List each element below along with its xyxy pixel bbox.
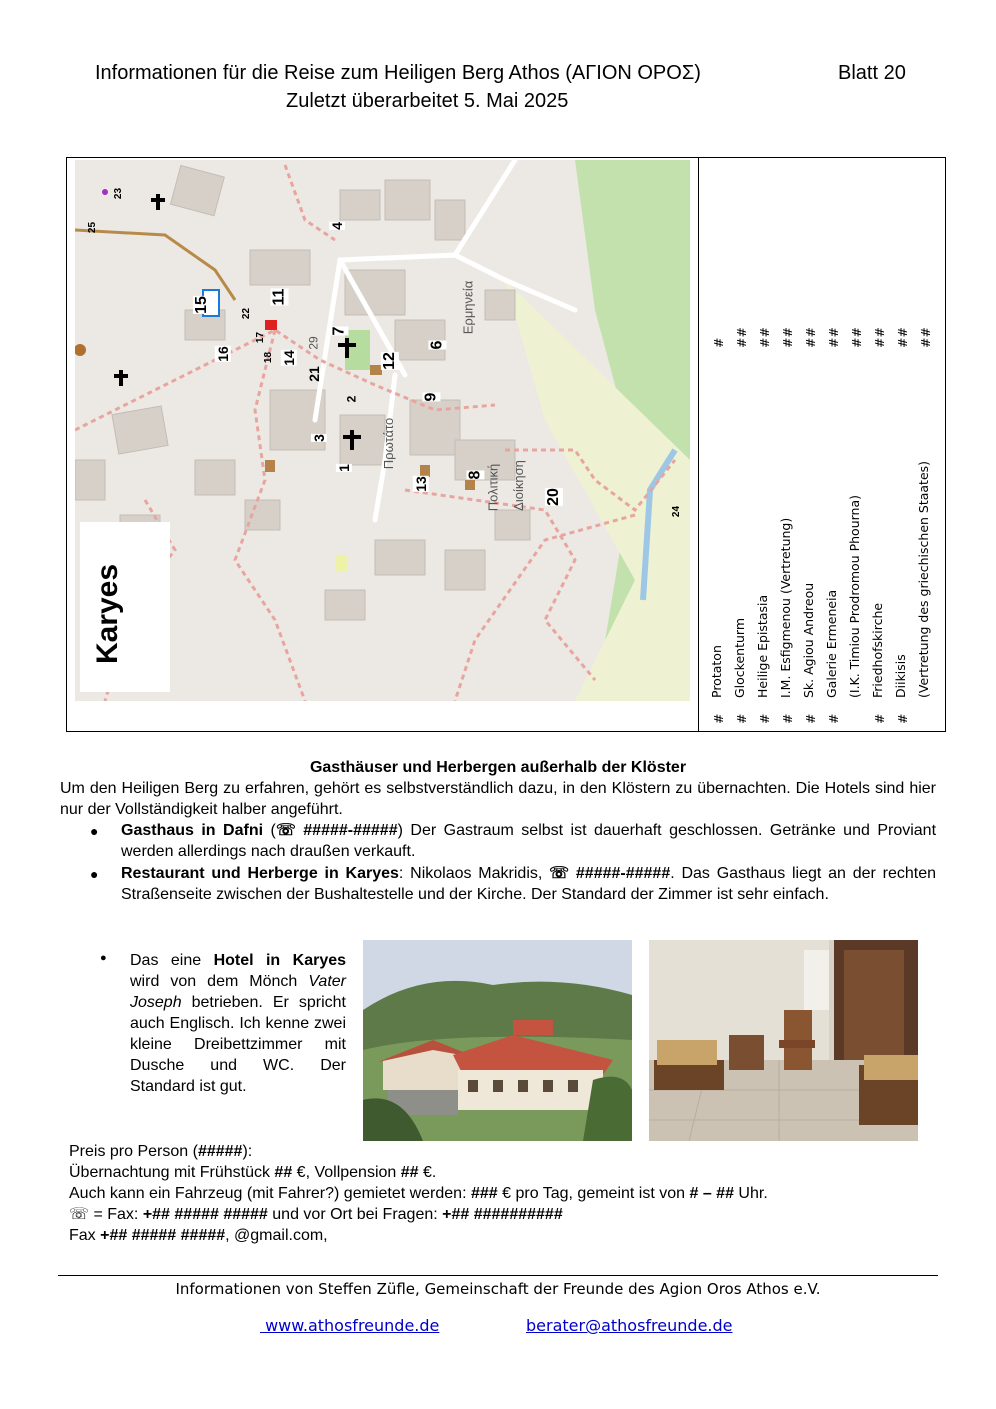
legend-number: # xyxy=(872,713,887,724)
item-text: ( xyxy=(263,822,276,839)
item-text: . Das Gasthaus liegt an der rechten Straßenseite zwischen der Bushaltestelle und der Kirche. Der Standard der Zimmer ist sehr einfach. xyxy=(121,865,937,903)
list-item xyxy=(121,863,936,905)
legend-number: ## xyxy=(895,327,910,348)
hotel-exterior-photo xyxy=(363,940,632,1141)
price-value: ##### xyxy=(197,1143,243,1160)
document-title: Informationen für die Reise zum Heiligen Berg Athos (ΑΓΙΟΝ ΟΡΟΣ) xyxy=(95,62,701,84)
legend-number: ## xyxy=(849,327,864,348)
item-text: : Nikolaos Makridis, xyxy=(398,865,550,882)
legend-entry xyxy=(778,158,802,731)
price-value: ### xyxy=(470,1185,498,1202)
monk-name: Vater Joseph xyxy=(130,973,346,1011)
legend-entry xyxy=(916,158,940,731)
price-line-2 xyxy=(69,1162,436,1183)
price-text: ): xyxy=(242,1143,253,1160)
price-value: ## xyxy=(400,1164,419,1181)
legend-number: ## xyxy=(918,327,933,348)
list-item xyxy=(121,820,936,862)
item-title: Gasthaus in Dafni xyxy=(121,822,264,839)
legend-entry xyxy=(847,158,871,731)
legend-label: I.M. Esfigmenou (Vertretung) xyxy=(778,517,793,698)
price-value: # – ## xyxy=(689,1185,734,1202)
footer-text: Informationen von Steffen Züfle, Gemeinschaft der Freunde des Agion Oros Athos e.V. xyxy=(175,1280,821,1298)
map-marker-4: 4 xyxy=(328,222,345,230)
price-line-3 xyxy=(69,1183,768,1204)
legend-number: ## xyxy=(734,327,749,348)
legend-separator xyxy=(698,158,699,731)
town-label-box xyxy=(80,522,170,692)
email-link[interactable]: berater@athosfreunde.de xyxy=(526,1316,733,1335)
phone-number: +## ########## xyxy=(442,1206,563,1223)
legend-number: ## xyxy=(803,327,818,348)
fax-number: +## ##### ##### xyxy=(100,1227,226,1244)
map-marker-29: 29 xyxy=(306,336,321,350)
map-marker-13: 13 xyxy=(412,476,429,492)
map-marker-6: 6 xyxy=(428,340,446,350)
street-label-politiki: Πολιτική xyxy=(485,463,501,512)
legend-label: Diikisis xyxy=(893,654,908,698)
map-marker-18: 18 xyxy=(263,351,275,364)
hotel-paragraph xyxy=(130,950,346,1097)
legend-entry xyxy=(755,158,779,731)
legend-number: ## xyxy=(780,327,795,348)
price-value: ## xyxy=(274,1164,293,1181)
map-marker-24: 24 xyxy=(671,505,683,518)
map-marker-25: 25 xyxy=(87,221,99,234)
map-marker-20: 20 xyxy=(544,488,562,506)
hotel-text: Das eine xyxy=(130,952,214,969)
map-marker-3: 3 xyxy=(310,434,327,442)
contact-text: Fax xyxy=(69,1227,101,1244)
section-heading: Gasthäuser und Herbergen außerhalb der Klöster xyxy=(309,759,687,776)
contact-line-2 xyxy=(69,1225,328,1246)
legend-number: # xyxy=(803,713,818,724)
phone-number: ☏ #####-##### xyxy=(275,822,398,839)
map-panel xyxy=(66,157,946,732)
fax-number: +## ##### ##### xyxy=(142,1206,268,1223)
map-marker-21: 21 xyxy=(305,366,322,382)
hotel-room-photo xyxy=(649,940,918,1141)
legend-label: (Vertretung des griechischen Staates) xyxy=(916,460,931,698)
item-text: ) Der Gastraum selbst ist dauerhaft geschlossen. Getränke und Proviant werden allerdings nach draußen verkauft. xyxy=(121,822,937,860)
map-marker-23: 23 xyxy=(113,187,125,200)
price-text: €, Vollpension xyxy=(292,1164,401,1181)
hotel-name: Hotel in Karyes xyxy=(213,952,347,969)
bullet-dot: ● xyxy=(100,952,107,964)
legend-label: (I.K. Timiou Prodromou Phourna) xyxy=(847,494,862,698)
price-text: Preis pro Person ( xyxy=(69,1143,198,1160)
price-text: Übernachtung mit Frühstück xyxy=(69,1164,275,1181)
map-marker-2: 2 xyxy=(344,395,359,403)
street-label-protato: Πρωτάτο xyxy=(381,417,397,470)
legend-label: Protaton xyxy=(709,645,724,698)
hotel-text: wird von dem Mönch xyxy=(130,973,309,990)
map-marker-14: 14 xyxy=(280,350,297,366)
map-marker-12: 12 xyxy=(380,352,398,370)
legend-label: Friedhofskirche xyxy=(870,602,885,698)
legend-entry xyxy=(824,158,848,731)
legend-entry xyxy=(893,158,917,731)
map-marker-1: 1 xyxy=(335,464,352,472)
intro-paragraph: Um den Heiligen Berg zu erfahren, gehört es selbstverständlich dazu, in den Klöstern zu übernachten. Die Hotels sind hier nur der Vollständigkeit halber angeführt. xyxy=(60,780,936,818)
bullet-dot: ● xyxy=(90,866,99,882)
legend-number: # xyxy=(711,337,726,348)
contact-text: und vor Ort bei Fragen: xyxy=(267,1206,443,1223)
sheet-number: Blatt 20 xyxy=(838,62,906,84)
legend-label: Sk. Agiou Andreou xyxy=(801,582,816,698)
bullet-dot: ● xyxy=(90,823,99,839)
price-text: €. xyxy=(418,1164,437,1181)
price-line-1 xyxy=(69,1141,252,1162)
website-link[interactable]: www.athosfreunde.de xyxy=(260,1316,440,1335)
map-marker-9: 9 xyxy=(422,392,440,402)
map-marker-17: 17 xyxy=(255,331,267,344)
hotel-text: betrieben. Er spricht auch Englisch. Ich kenne zwei kleine Dreibettzimmer mit Dusche und WC. Der Standard ist gut. xyxy=(130,994,346,1095)
map-marker-22: 22 xyxy=(241,307,253,320)
price-text: Uhr. xyxy=(733,1185,768,1202)
map-marker-16: 16 xyxy=(214,346,231,362)
footer-rule xyxy=(58,1275,938,1276)
contact-text: ☏ = Fax: xyxy=(69,1206,143,1223)
price-text: Auch kann ein Fahrzeug (mit Fahrer?) gemietet werden: xyxy=(69,1185,471,1202)
updated-date: Zuletzt überarbeitet 5. Mai 2025 xyxy=(286,90,569,112)
contact-line-1 xyxy=(69,1204,563,1225)
legend-entry xyxy=(709,158,733,731)
karyes-map[interactable] xyxy=(75,160,690,701)
legend-number: # xyxy=(895,713,910,724)
item-title: Restaurant und Herberge in Karyes xyxy=(121,865,399,882)
map-marker-8: 8 xyxy=(466,470,484,480)
legend-number: # xyxy=(780,713,795,724)
legend-number: # xyxy=(711,713,726,724)
legend-label: Galerie Ermeneia xyxy=(824,589,839,698)
legend-entry xyxy=(801,158,825,731)
legend-number: # xyxy=(757,713,772,724)
contact-text: , @gmail.com, xyxy=(225,1227,328,1244)
street-label-dioikisi: Διοίκηση xyxy=(510,460,526,511)
legend-number: # xyxy=(826,713,841,724)
phone-number: ☏ #####-##### xyxy=(549,865,671,882)
town-label: Karyes xyxy=(91,563,125,665)
legend-number: ## xyxy=(872,327,887,348)
legend-number: ## xyxy=(826,327,841,348)
street-label-ermeneia: Ερμηνεία xyxy=(460,280,476,335)
legend-number: # xyxy=(734,713,749,724)
legend-label: Heilige Epistasia xyxy=(755,594,770,698)
map-marker-11: 11 xyxy=(270,288,288,306)
price-text: € pro Tag, gemeint ist von xyxy=(497,1185,690,1202)
legend-entry xyxy=(870,158,894,731)
map-marker-15: 15 xyxy=(192,296,210,314)
map-marker-7: 7 xyxy=(330,326,348,336)
legend-label: Glockenturm xyxy=(732,617,747,698)
legend-entry xyxy=(732,158,756,731)
legend-number: ## xyxy=(757,327,772,348)
